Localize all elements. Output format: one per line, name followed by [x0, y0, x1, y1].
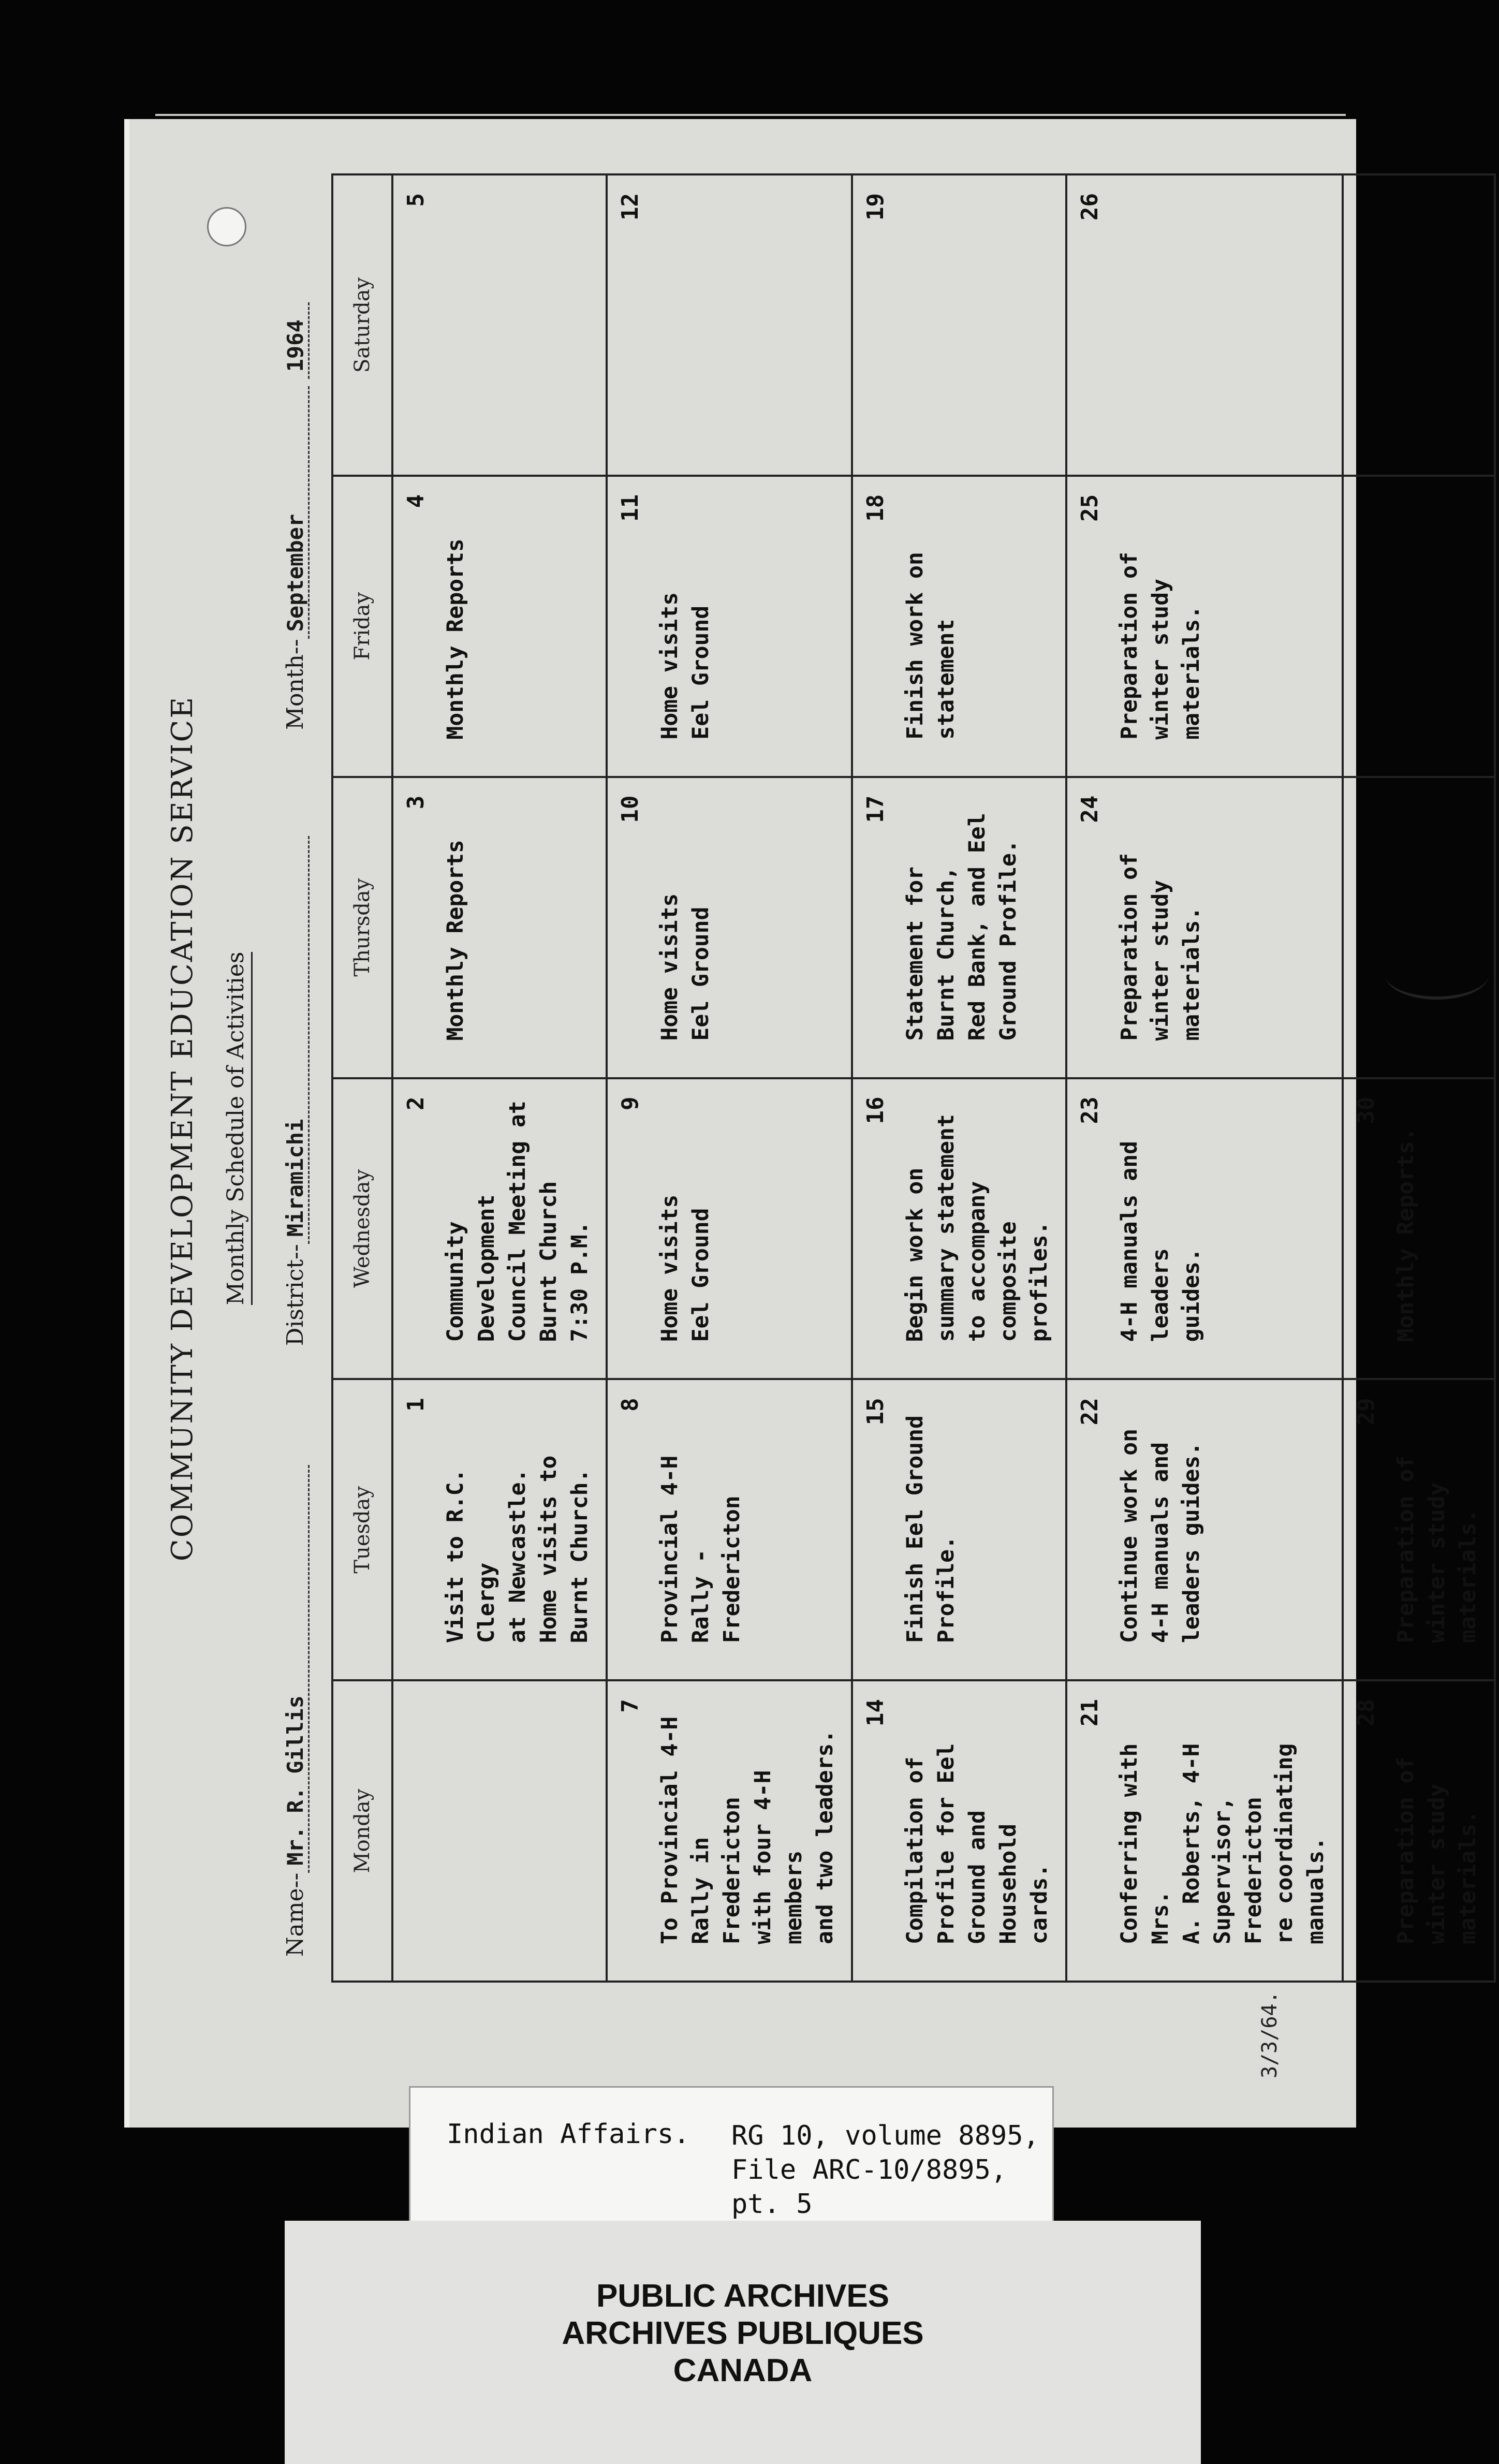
name-field: Name--Mr. R. Gillis: [282, 1465, 310, 1957]
day-number: 29: [1353, 1398, 1379, 1426]
activity-text: Monthly Reports.: [1393, 1127, 1419, 1342]
day-header: Tuesday: [332, 1379, 392, 1680]
day-number: 4: [403, 494, 429, 508]
day-number: 8: [617, 1398, 643, 1412]
day-cell: [1343, 476, 1495, 777]
day-number: 23: [1077, 1096, 1103, 1124]
pencil-check-mark: [1385, 950, 1489, 1000]
activity-text: Continue work on 4-H manuals and leaders guides.: [1116, 1428, 1204, 1644]
activity-text: Home visits Eel Ground: [657, 893, 714, 1041]
day-cell: [392, 777, 607, 1078]
form-title: COMMUNITY DEVELOPMENT EDUCATION SERVICE: [166, 695, 199, 1562]
activity-text: Home visits Eel Ground: [657, 592, 714, 740]
day-number: 28: [1353, 1699, 1379, 1727]
day-cell: [392, 1680, 607, 1982]
schedule-table: [331, 173, 1496, 1983]
district-label: District: [282, 1259, 308, 1346]
activity-text: Finish work on statement: [902, 552, 959, 740]
day-header: Friday: [332, 476, 392, 777]
activity-text: Compilation of Profile for Eel Ground and Household cards.: [902, 1743, 1052, 1944]
activity-text: [393, 1681, 450, 1981]
day-cell: [852, 1078, 1066, 1380]
day-number: 11: [617, 494, 643, 522]
activity-text: Provincial 4-H Rally - Fredericton: [657, 1455, 745, 1644]
day-cell: [607, 174, 852, 476]
year-value: 1964: [283, 302, 310, 379]
day-cell: [392, 476, 607, 777]
day-number: 18: [862, 494, 889, 522]
day-number: 3: [403, 795, 429, 810]
rotated-schedule-form: [124, 129, 1481, 2128]
district-value: Miramichi: [283, 836, 310, 1244]
day-number: 22: [1077, 1398, 1103, 1426]
archive-collection: Indian Affairs.: [447, 2119, 690, 2150]
activity-text: Finish Eel Ground Profile.: [902, 1415, 959, 1644]
day-cell: [607, 1680, 852, 1982]
activity-text: Conferring with Mrs. A. Roberts, 4-H Supervisor, Fredericton re coordinating manuals.: [1116, 1743, 1329, 1944]
archive-reference-line: File ARC-10/8895, pt. 5: [731, 2154, 1007, 2220]
day-number: 12: [617, 193, 643, 221]
activity-text: 4-H manuals and leaders guides.: [1116, 1141, 1204, 1342]
header-fields: [282, 129, 318, 2128]
day-number: 14: [862, 1699, 889, 1727]
activity-text: Preparation of winter study materials.: [1393, 1455, 1481, 1644]
archive-reference: [731, 2119, 1052, 2221]
day-cell: [1343, 1078, 1495, 1380]
week-row: [1343, 174, 1495, 1982]
day-number: 30: [1353, 1096, 1379, 1124]
day-cell: [852, 476, 1066, 777]
day-cell: [607, 1379, 852, 1680]
day-number: 17: [862, 795, 889, 823]
activity-text: [1344, 175, 1401, 475]
day-cell: [1066, 1078, 1343, 1380]
day-cell: [1066, 1680, 1343, 1982]
day-cell: [607, 777, 852, 1078]
month-field: Month--September 1964: [282, 302, 310, 730]
archive-stamp-plate: [285, 2221, 1201, 2464]
form-subtitle-text: Monthly Schedule of Activities: [223, 952, 253, 1306]
day-cell: [1066, 476, 1343, 777]
day-cell: [607, 476, 852, 777]
activity-text: Home visits Eel Ground: [657, 1194, 714, 1342]
activity-text: Monthly Reports: [443, 538, 468, 740]
day-header: Wednesday: [332, 1078, 392, 1380]
week-row: [852, 174, 1066, 1982]
day-cell: [852, 174, 1066, 476]
week-row: [1066, 174, 1343, 1982]
day-cell: [392, 1078, 607, 1380]
day-cell: [1066, 777, 1343, 1078]
activity-text: [1344, 778, 1401, 1077]
day-number: 19: [862, 193, 889, 221]
day-header: Saturday: [332, 174, 392, 476]
activity-text: Preparation of winter study materials.: [1116, 853, 1204, 1041]
day-cell: [852, 777, 1066, 1078]
district-field: District--Miramichi: [282, 836, 310, 1346]
day-cell: [852, 1680, 1066, 1982]
activity-text: To Provincial 4-H Rally in Fredericton with four 4-H members and two leaders.: [657, 1716, 838, 1944]
day-cell: [392, 1379, 607, 1680]
day-cell: [1066, 174, 1343, 476]
archive-reference-line: RG 10, volume 8895,: [731, 2120, 1039, 2151]
activity-text: Monthly Reports: [443, 840, 468, 1041]
activity-text: Preparation of winter study materials.: [1393, 1756, 1481, 1944]
day-header-row: [332, 174, 392, 1982]
archive-stamp-text: PUBLIC ARCHIVES ARCHIVES PUBLIQUES CANADA: [562, 2278, 924, 2388]
day-cell: [1343, 174, 1495, 476]
day-number: 25: [1077, 494, 1103, 522]
day-cell: [607, 1078, 852, 1380]
day-header: Thursday: [332, 777, 392, 1078]
activity-text: [1344, 477, 1401, 776]
day-number: 7: [617, 1699, 643, 1713]
month-value: September: [283, 386, 310, 639]
archive-reference-label: [409, 2086, 1054, 2229]
day-number: 15: [862, 1398, 889, 1426]
activity-text: Preparation of winter study materials.: [1116, 552, 1204, 740]
activity-text: Statement for Burnt Church, Red Bank, and Eel Ground Profile.: [902, 813, 1021, 1041]
day-cell: [1343, 1379, 1495, 1680]
day-number: 1: [403, 1398, 429, 1412]
form-subtitle: [223, 129, 249, 2128]
week-row: [392, 174, 607, 1982]
day-number: 5: [403, 193, 429, 207]
activity-text: Visit to R.C. Clergy at Newcastle. Home visits to Burnt Church.: [443, 1455, 593, 1644]
activity-text: Community Development Council Meeting at Burnt Church 7:30 P.M.: [443, 1101, 593, 1342]
day-cell: [1343, 1680, 1495, 1982]
activity-text: Begin work on summary statement to accompany composite profiles.: [902, 1114, 1052, 1342]
activity-text: [393, 175, 450, 475]
day-number: 16: [862, 1096, 889, 1124]
month-label: Month: [282, 654, 308, 730]
day-cell: [1343, 777, 1495, 1078]
margin-date-note: 3/3/64.: [1258, 1991, 1282, 2078]
day-number: 9: [617, 1096, 643, 1111]
week-row: [607, 174, 852, 1982]
day-cell: [852, 1379, 1066, 1680]
name-value: Mr. R. Gillis: [283, 1465, 310, 1873]
day-number: 2: [403, 1096, 429, 1111]
day-cell: [1066, 1379, 1343, 1680]
day-cell: [392, 174, 607, 476]
name-label: Name: [282, 1888, 308, 1957]
day-number: 24: [1077, 795, 1103, 823]
day-number: 26: [1077, 193, 1103, 221]
day-number: 21: [1077, 1699, 1103, 1727]
day-number: 10: [617, 795, 643, 823]
day-header: Monday: [332, 1680, 392, 1982]
